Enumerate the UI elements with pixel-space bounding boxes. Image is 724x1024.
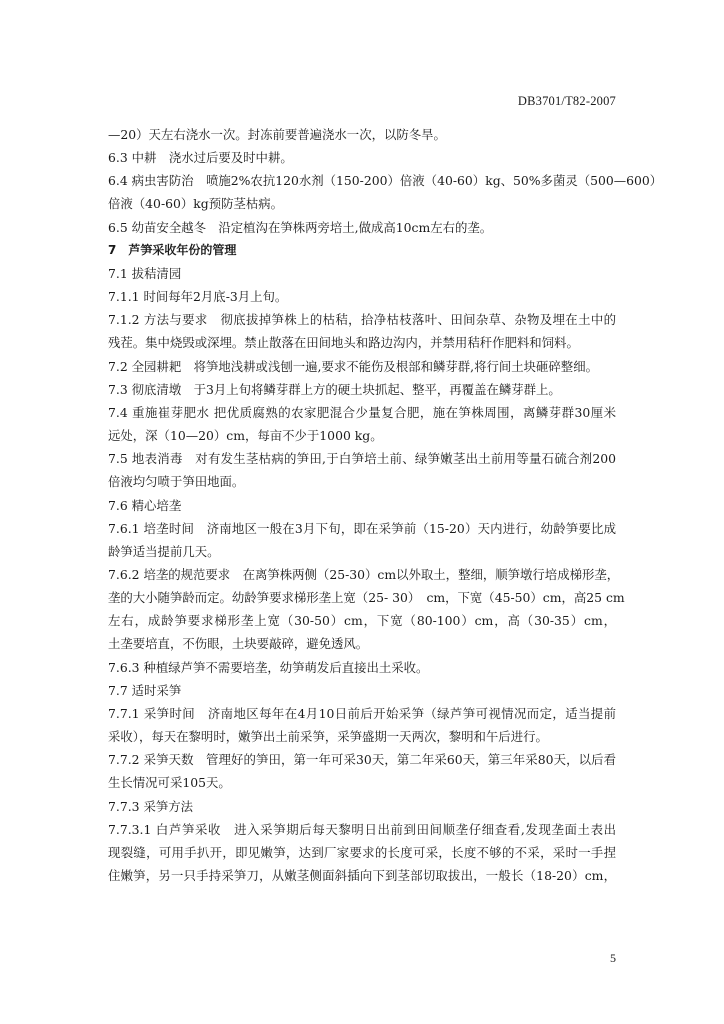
text-line: 残茬。集中烧毁或深埋。禁止散落在田间地头和路边沟内，并禁用秸秆作肥料和饲料。 [108, 335, 579, 351]
text-line: 7.7.3.1 白芦笋采收 进入采笋期后每天黎明日出前到田间顺垄仔细查看,发现垄面土表出 [108, 821, 616, 837]
text-line: 7.6 精心培垄 [108, 497, 182, 513]
text-line: 7.5 地表消毒 对有发生茎枯病的笋田,于白笋培土前、绿笋嫩茎出土前用等量石硫合剂200 [108, 451, 616, 467]
text-line: 生长情况可采105天。 [108, 775, 231, 791]
text-line: 7.6.3 种植绿芦笋不需要培垄，幼笋萌发后直接出土采收。 [108, 659, 429, 675]
text-line: 垄的大小随笋龄而定。幼龄笋要求梯形垄上宽（25- 30） cm，下宽（45-50）cm，高25 cm [108, 590, 625, 606]
text-line: 7.6.2 培垄的规范要求 在离笋株两侧（25-30）cm以外取土，整细，顺笋墩行培成梯形垄， [108, 566, 620, 582]
text-line: —20）天左右浇水一次。封冻前要普遍浇水一次，以防冬旱。 [108, 127, 446, 142]
text-line: 住嫩笋，另一只手持采笋刀，从嫩茎侧面斜插向下到茎部切取拔出，一般长（18-20）cm， [108, 868, 616, 883]
text-line: 7.7 适时采笋 [108, 682, 182, 698]
text-line: 7.7.2 采笋天数 管理好的笋田，第一年可采30天，第二年采60天，第三年采80天，以后看 [108, 752, 616, 768]
text-line: 倍液均匀喷于笋田地面。 [108, 474, 245, 490]
text-line: 龄笋适当提前几天。 [108, 543, 220, 559]
section-heading: 7 芦笋采收年份的管理 [108, 242, 237, 257]
text-line: 6.4 病虫害防治 喷施2%农抗120水剂（150-200）倍液（40-60）kg、50%多菌灵（500—600） [108, 173, 663, 189]
document-body [108, 123, 663, 887]
text-line: 7.7.1 采笋时间 济南地区每年在4月10日前后开始采笋（绿芦笋可视情况而定，适当提前 [108, 705, 616, 721]
text-line: 7.1.1 时间每年2月底-3月上旬。 [108, 289, 288, 305]
text-line: 7.7.3 采笋方法 [108, 798, 194, 814]
text-line: 7.2 全园耕耙 将笋地浅耕或浅刨一遍,要求不能伤及根部和鳞芽群,将行间土块砸碎整细。 [108, 358, 598, 374]
text-line: 左右，成龄笋要求梯形垄上宽（30-50）cm，下宽（80-100）cm，高（30-35）cm， [108, 613, 616, 629]
document-id: DB3701/T82-2007 [517, 94, 616, 108]
text-line: 6.5 幼苗安全越冬 沿定植沟在笋株两旁培土,做成高10cm左右的垄。 [108, 219, 493, 235]
text-line: 现裂缝，可用手扒开，即见嫩笋，达到厂家要求的长度可采，长度不够的不采，采时一手捏 [108, 844, 616, 860]
text-line: 远处，深（10—20）cm，每亩不少于1000 kg。 [108, 428, 383, 444]
text-line: 7.6.1 培垄时间 济南地区一般在3月下旬，即在采笋前（15-20）天内进行，幼龄笋要比成 [108, 520, 616, 536]
text-line: 6.3 中耕 浇水过后要及时中耕。 [108, 150, 293, 166]
text-line: 7.4 重施崔芽肥水 把优质腐熟的农家肥混合少量复合肥，施在笋株周围，离鳞芽群30厘米 [108, 404, 616, 420]
page-number: 5 [610, 951, 616, 965]
text-line: 土垄要培直，不伤眼，土块要敲碎，避免透风。 [108, 636, 369, 652]
text-line: 倍液（40-60）kg预防茎枯病。 [108, 196, 284, 212]
text-line: 7.1 拔秸清园 [108, 265, 182, 281]
text-line: 采收），每天在黎明时，嫩笋出土前采笋，采笋盛期一天两次，黎明和午后进行。 [108, 729, 548, 745]
text-line: 7.3 彻底清墩 于3月上旬将鳞芽群上方的硬土块抓起、整平，再覆盖在鳞芽群上。 [108, 381, 561, 397]
text-line: 7.1.2 方法与要求 彻底拔掉笋株上的枯秸，拾净枯枝落叶、田间杂草、杂物及埋在土中的 [108, 312, 616, 328]
